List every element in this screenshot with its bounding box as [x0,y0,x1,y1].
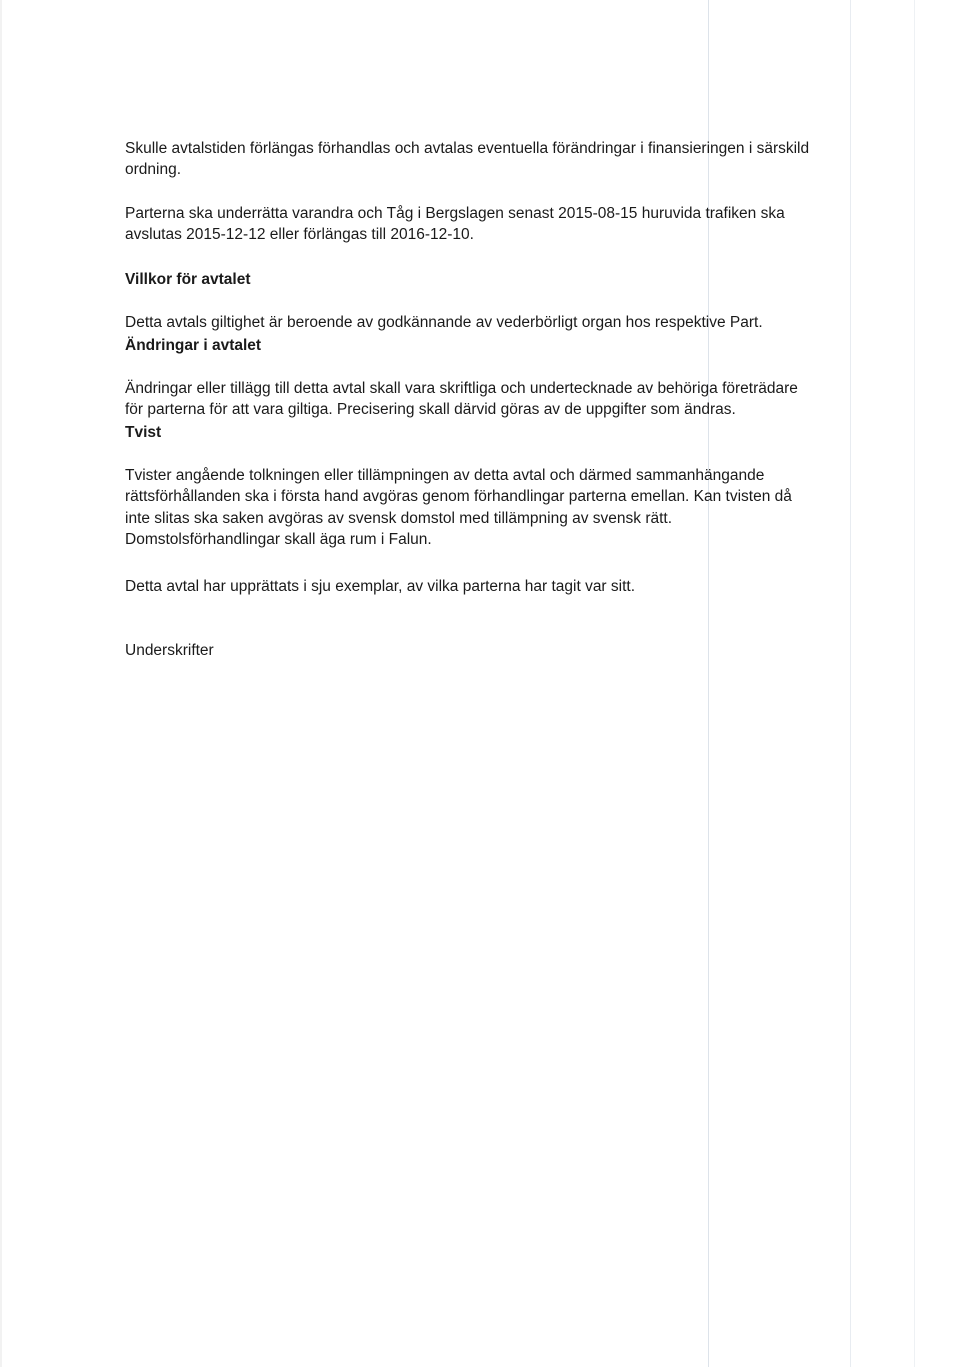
dispute-heading: Tvist [125,423,162,441]
copies-paragraph [125,554,845,619]
copies-text: Detta avtal har upprättats i sju exemplar, av vilka parterna har tagit var sitt. [125,577,636,595]
conditions-text: Detta avtals giltighet är beroende av godkännande av vederbörligt organ hos respektive Part. [125,313,763,331]
scan-artifact-line [914,0,915,1367]
dispute-section [125,400,845,572]
signatures-label: Underskrifter [125,641,214,659]
signatures-section [125,618,845,683]
extension-text: Skulle avtalstiden förlängas förhandlas och avtalas eventuella förändringar i finansieringen i särskild ordning. [125,139,810,178]
scan-artifact-line [850,0,851,1367]
changes-text: Ändringar eller tillägg till detta avtal skall vara skriftliga och undertecknade av behöriga företrädare för parterna för att vara giltiga. Precisering skall därvid göras av de uppgifter som ändras. [125,379,798,418]
notice-text: Parterna ska underrätta varandra och Tåg i Bergslagen senast 2015-08-15 huruvida trafiken ska avslutas 2015-12-12 eller förlängas till 2016-12-10. [125,204,785,243]
changes-heading: Ändringar i avtalet [125,336,262,354]
scan-edge [0,0,2,1367]
conditions-heading: Villkor för avtalet [125,270,251,288]
dispute-text: Tvister angående tolkningen eller tillämpningen av detta avtal och därmed sammanhängande rättsförhållanden ska i första hand avgöras genom förhandlingar parterna emellan. Kan tvisten då inte slitas ska saken avgöras av svensk domstol med tillämpning av svensk rätt. Domstolsförhandlingar skall äga rum i Falun. [125,466,792,548]
